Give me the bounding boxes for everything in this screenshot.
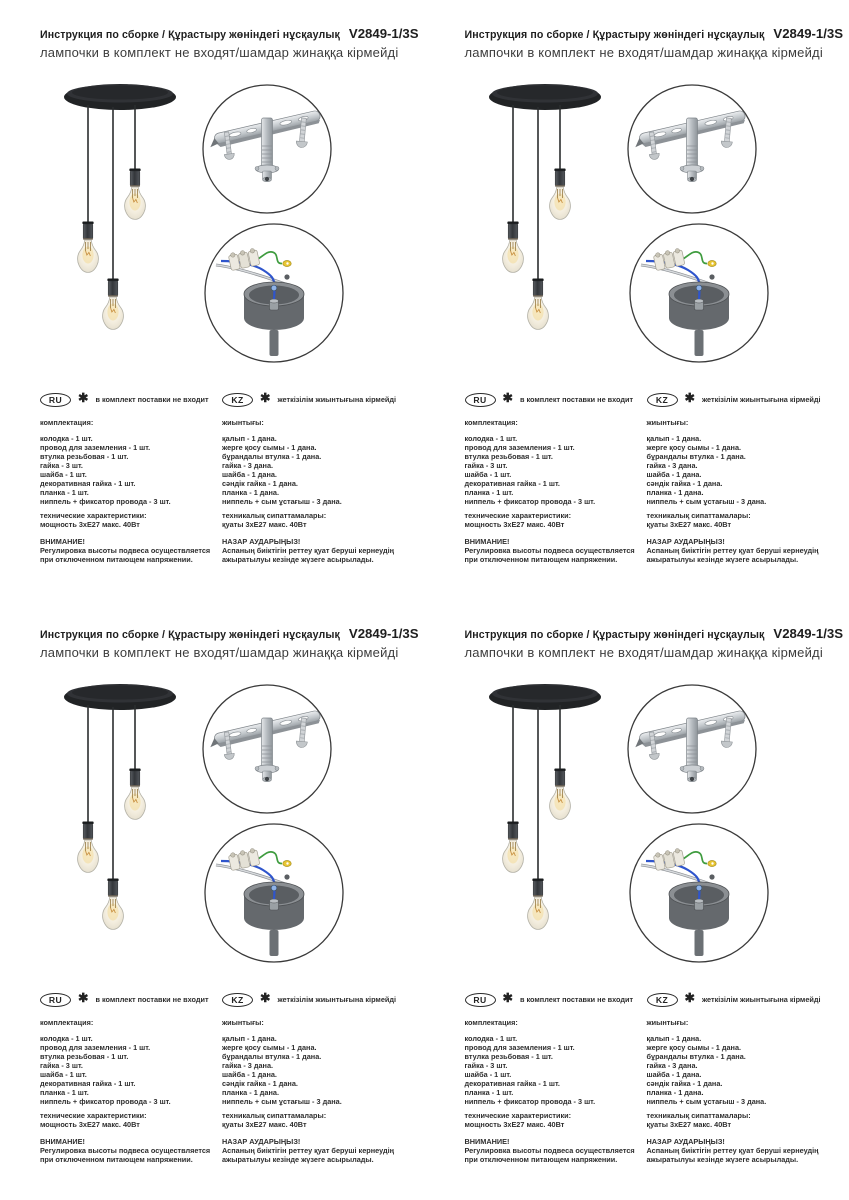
- kz-warning-title: НАЗАР АУДАРЫҢЫЗ!: [222, 1137, 301, 1146]
- ru-tech-value: мощность 3хЕ27 макс. 40Вт: [464, 520, 565, 529]
- terminal-screw: [709, 874, 714, 879]
- spec-columns: [465, 992, 832, 1164]
- page-title: Инструкция по сборке / Құрастыру жөніндегі нұсқаулық: [464, 629, 765, 641]
- list-item: шайба - 1 шт.: [464, 1070, 512, 1079]
- list-item: ниппель + сым ұстағыш - 3 дана.: [222, 1097, 342, 1106]
- ru-list-title: комплектация:: [40, 418, 94, 427]
- ru-badge-row: [40, 992, 222, 1007]
- list-item: бұрандалы втулка - 1 дана.: [222, 1052, 322, 1061]
- pendant-lamp-illustration: [20, 80, 190, 350]
- instruction-panel: [0, 600, 425, 1200]
- ru-warning-text: Регулировка высоты подвеса осуществляется при отключенном питающем напряжении.: [464, 546, 635, 564]
- kz-tech: [647, 1111, 832, 1129]
- page-title: Инструкция по сборке / Құрастыру жөніндегі нұсқаулық: [40, 29, 340, 41]
- ru-tech-title: технические характеристики:: [464, 511, 572, 520]
- instruction-panel: [0, 0, 425, 600]
- ru-badge-row: [465, 392, 647, 407]
- kz-badge: KZ: [647, 393, 678, 407]
- list-item: бұрандалы втулка - 1 дана.: [646, 452, 746, 461]
- model-number: V2849-1/3S: [773, 26, 844, 41]
- list-item: провод для заземления - 1 шт.: [40, 443, 151, 452]
- list-item: қалып - 1 дана.: [222, 1034, 277, 1043]
- list-item: декоративная гайка - 1 шт.: [40, 479, 136, 488]
- ru-tech-title: технические характеристики:: [40, 1111, 147, 1120]
- kz-tech-value: қуаты 3хЕ27 макс. 40Вт: [222, 520, 307, 529]
- wiring-detail-illustration: [203, 222, 345, 371]
- kz-tech-value: қуаты 3хЕ27 макс. 40Вт: [646, 520, 732, 529]
- list-item: планка - 1 дана.: [646, 1088, 704, 1097]
- list-item: колодка - 1 шт.: [40, 434, 93, 443]
- kz-tech: [647, 511, 832, 529]
- ring-terminal: [283, 861, 291, 867]
- model-number: V2849-1/3S: [773, 626, 844, 641]
- kz-column: [222, 992, 407, 1164]
- subtitle: лампочки в комплект не входят/шамдар жинаққа кірмейді: [464, 645, 823, 660]
- bulb-middle: [103, 297, 124, 329]
- list-item: планка - 1 дана.: [646, 488, 704, 497]
- list-item: шайба - 1 шт.: [40, 1070, 87, 1079]
- kz-column: [647, 992, 832, 1164]
- kz-parts-list: [647, 1034, 832, 1106]
- bulb-left: [502, 840, 523, 872]
- ru-warning-text: Регулировка высоты подвеса осуществляется при отключенном питающем напряжении.: [464, 1146, 635, 1164]
- kz-note: жеткізілім жиынтығына кірмейді: [277, 395, 397, 404]
- pendant-lamp-illustration: [445, 680, 615, 950]
- bulb-left: [78, 240, 99, 272]
- kz-note: жеткізілім жиынтығына кірмейді: [277, 995, 397, 1004]
- kz-list-title: жиынтығы:: [222, 1018, 264, 1027]
- wire-clamp: [696, 885, 702, 891]
- kz-warning: [222, 537, 407, 564]
- ru-badge: RU: [40, 393, 71, 407]
- ru-badge-row: [40, 392, 222, 407]
- kz-warning-title: НАЗАР АУДАРЫҢЫЗ!: [222, 537, 301, 546]
- list-item: жерге қосу сымы - 1 дана.: [646, 1043, 742, 1052]
- ru-note: в комплект поставки не входит: [95, 995, 209, 1004]
- pendant-lamp-illustration: [20, 680, 190, 950]
- wire-clamp: [696, 285, 702, 291]
- ru-warning: [40, 1137, 218, 1164]
- spec-columns: [465, 392, 832, 564]
- title-block: [40, 26, 419, 60]
- ru-tech: [465, 1111, 647, 1129]
- ru-parts-list: [40, 1034, 222, 1106]
- list-item: декоративная гайка - 1 шт.: [40, 1079, 136, 1088]
- list-item: қалып - 1 дана.: [646, 434, 702, 443]
- kz-badge: KZ: [222, 393, 253, 407]
- title-block: [464, 26, 844, 60]
- list-item: бұрандалы втулка - 1 дана.: [222, 452, 322, 461]
- kz-note: жеткізілім жиынтығына кірмейді: [701, 395, 821, 404]
- list-item: провод для заземления - 1 шт.: [40, 1043, 151, 1052]
- ru-badge: RU: [465, 393, 496, 407]
- ring-terminal: [283, 261, 291, 267]
- title-block: [40, 626, 419, 660]
- list-item: бұрандалы втулка - 1 дана.: [646, 1052, 746, 1061]
- list-item: сәндік гайка - 1 дана.: [222, 1079, 298, 1088]
- ru-warning: [465, 1137, 643, 1164]
- list-item: гайка - 3 шт.: [40, 461, 83, 470]
- list-item: ниппель + фиксатор провода - 3 шт.: [40, 1097, 171, 1106]
- list-item: втулка резьбовая - 1 шт.: [40, 1052, 129, 1061]
- kz-warning: [222, 1137, 407, 1164]
- ru-column: [40, 392, 222, 564]
- list-item: декоративная гайка - 1 шт.: [464, 1079, 560, 1088]
- kz-warning-title: НАЗАР АУДАРЫҢЫЗ!: [646, 537, 725, 546]
- list-item: втулка резьбовая - 1 шт.: [40, 452, 129, 461]
- list-item: шайба - 1 шт.: [464, 470, 512, 479]
- asterisk-icon: ✱: [260, 391, 271, 406]
- kz-tech: [222, 511, 407, 529]
- list-item: шайба - 1 дана.: [222, 1070, 277, 1079]
- asterisk-icon: ✱: [260, 991, 271, 1006]
- list-item: втулка резьбовая - 1 шт.: [464, 1052, 553, 1061]
- kz-badge-row: [647, 392, 832, 407]
- bulb-middle: [527, 897, 548, 929]
- list-item: колодка - 1 шт.: [464, 1034, 518, 1043]
- list-item: сәндік гайка - 1 дана.: [222, 479, 298, 488]
- ru-tech-value: мощность 3хЕ27 макс. 40Вт: [464, 1120, 565, 1129]
- ring-terminal: [707, 261, 715, 267]
- asterisk-icon: ✱: [684, 991, 695, 1006]
- list-item: колодка - 1 шт.: [464, 434, 518, 443]
- list-item: гайка - 3 шт.: [464, 1061, 508, 1070]
- ru-badge: RU: [40, 993, 71, 1007]
- spec-columns: [40, 392, 407, 564]
- kz-column: [222, 392, 407, 564]
- terminal-screw: [284, 274, 289, 279]
- list-item: планка - 1 дана.: [222, 1088, 279, 1097]
- ru-badge-row: [465, 992, 647, 1007]
- kz-list-title: жиынтығы:: [646, 1018, 689, 1027]
- ru-tech-title: технические характеристики:: [40, 511, 147, 520]
- kz-warning: [647, 1137, 832, 1164]
- list-item: планка - 1 шт.: [40, 488, 89, 497]
- pendant-lamp-illustration: [445, 80, 615, 350]
- model-number: V2849-1/3S: [348, 626, 419, 641]
- ru-column: [465, 992, 647, 1164]
- socket-left: [82, 822, 93, 840]
- list-item: планка - 1 шт.: [40, 1088, 89, 1097]
- kz-note: жеткізілім жиынтығына кірмейді: [701, 995, 821, 1004]
- list-item: сәндік гайка - 1 дана.: [646, 1079, 723, 1088]
- ru-parts-list: [465, 1034, 647, 1106]
- ru-tech: [40, 1111, 222, 1129]
- kz-warning-title: НАЗАР АУДАРЫҢЫЗ!: [646, 1137, 725, 1146]
- list-item: жерге қосу сымы - 1 дана.: [222, 1043, 317, 1052]
- ru-tech: [40, 511, 222, 529]
- ru-warning: [40, 537, 218, 564]
- socket-middle: [107, 879, 118, 897]
- list-item: жерге қосу сымы - 1 дана.: [646, 443, 742, 452]
- socket-left: [507, 822, 518, 840]
- ru-tech-value: мощность 3хЕ27 макс. 40Вт: [40, 1120, 140, 1129]
- list-item: провод для заземления - 1 шт.: [464, 1043, 575, 1052]
- bulb-right: [125, 787, 146, 819]
- kz-badge-row: [222, 992, 407, 1007]
- kz-parts-list: [222, 434, 407, 506]
- asterisk-icon: ✱: [502, 391, 513, 406]
- kz-column: [647, 392, 832, 564]
- ru-badge: RU: [465, 993, 496, 1007]
- kz-tech: [222, 1111, 407, 1129]
- bulb-left: [502, 240, 523, 272]
- kz-badge: KZ: [222, 993, 253, 1007]
- model-number: V2849-1/3S: [348, 26, 419, 41]
- kz-warning: [647, 537, 832, 564]
- kz-warning-text: Аспаның биіктігін реттеу қуат беруші кернеудің ажыратылуы кезінде жүзеге асырылады.: [222, 546, 395, 564]
- list-item: ниппель + сым ұстағыш - 3 дана.: [646, 497, 767, 506]
- ring-terminal: [707, 861, 715, 867]
- terminal-screw: [284, 874, 289, 879]
- kz-badge-row: [222, 392, 407, 407]
- bracket-detail-illustration: [200, 682, 334, 821]
- ru-tech-value: мощность 3хЕ27 макс. 40Вт: [40, 520, 140, 529]
- ru-list-title: комплектация:: [40, 1018, 94, 1027]
- wiring-detail-illustration: [203, 822, 345, 971]
- socket-middle: [107, 279, 118, 297]
- ru-parts-list: [465, 434, 647, 506]
- kz-tech-value: қуаты 3хЕ27 макс. 40Вт: [222, 1120, 307, 1129]
- list-item: гайка - 3 дана.: [222, 1061, 274, 1070]
- list-item: шайба - 1 дана.: [646, 1070, 702, 1079]
- kz-parts-list: [647, 434, 832, 506]
- asterisk-icon: ✱: [78, 391, 89, 406]
- list-item: планка - 1 шт.: [464, 1088, 514, 1097]
- list-item: сәндік гайка - 1 дана.: [646, 479, 723, 488]
- list-item: ниппель + фиксатор провода - 3 шт.: [40, 497, 171, 506]
- ru-warning: [465, 537, 643, 564]
- ru-parts-list: [40, 434, 222, 506]
- ru-tech-title: технические характеристики:: [464, 1111, 572, 1120]
- list-item: планка - 1 шт.: [464, 488, 514, 497]
- bracket-detail-illustration: [625, 682, 759, 821]
- kz-tech-title: техникалық сипаттамалары:: [222, 511, 327, 520]
- terminal-screw: [709, 274, 714, 279]
- bulb-left: [78, 840, 99, 872]
- kz-tech-title: техникалық сипаттамалары:: [646, 1111, 751, 1120]
- kz-warning-text: Аспаның биіктігін реттеу қуат беруші кернеудің ажыратылуы кезінде жүзеге асырылады.: [646, 546, 819, 564]
- list-item: шайба - 1 шт.: [40, 470, 87, 479]
- ru-warning-title: ВНИМАНИЕ!: [40, 1137, 85, 1146]
- list-item: шайба - 1 дана.: [222, 470, 277, 479]
- socket-left: [507, 222, 518, 240]
- subtitle: лампочки в комплект не входят/шамдар жинаққа кірмейді: [464, 45, 823, 60]
- list-item: планка - 1 дана.: [222, 488, 279, 497]
- title-block: [464, 626, 844, 660]
- list-item: гайка - 3 дана.: [222, 461, 274, 470]
- wire-clamp: [271, 285, 277, 291]
- ru-note: в комплект поставки не входит: [519, 395, 634, 404]
- ru-note: в комплект поставки не входит: [95, 395, 209, 404]
- list-item: шайба - 1 дана.: [646, 470, 702, 479]
- ru-column: [40, 992, 222, 1164]
- list-item: жерге қосу сымы - 1 дана.: [222, 443, 317, 452]
- asterisk-icon: ✱: [684, 391, 695, 406]
- list-item: колодка - 1 шт.: [40, 1034, 93, 1043]
- ru-warning-text: Регулировка высоты подвеса осуществляется при отключенном питающем напряжении.: [40, 546, 211, 564]
- ru-note: в комплект поставки не входит: [519, 995, 634, 1004]
- socket-right: [129, 769, 140, 787]
- asterisk-icon: ✱: [78, 991, 89, 1006]
- ru-warning-title: ВНИМАНИЕ!: [464, 537, 510, 546]
- spec-columns: [40, 992, 407, 1164]
- bulb-right: [549, 787, 570, 819]
- ru-warning-title: ВНИМАНИЕ!: [40, 537, 85, 546]
- list-item: декоративная гайка - 1 шт.: [464, 479, 560, 488]
- socket-right: [554, 769, 565, 787]
- kz-warning-text: Аспаның биіктігін реттеу қуат беруші кернеудің ажыратылуы кезінде жүзеге асырылады.: [222, 1146, 395, 1164]
- kz-list-title: жиынтығы:: [222, 418, 264, 427]
- asterisk-icon: ✱: [502, 991, 513, 1006]
- list-item: втулка резьбовая - 1 шт.: [464, 452, 553, 461]
- kz-badge-row: [647, 992, 832, 1007]
- list-item: ниппель + фиксатор провода - 3 шт.: [464, 1097, 596, 1106]
- bulb-right: [549, 187, 570, 219]
- list-item: ниппель + фиксатор провода - 3 шт.: [464, 497, 596, 506]
- bracket-detail-illustration: [625, 82, 759, 221]
- list-item: ниппель + сым ұстағыш - 3 дана.: [646, 1097, 767, 1106]
- list-item: провод для заземления - 1 шт.: [464, 443, 575, 452]
- kz-parts-list: [222, 1034, 407, 1106]
- socket-left: [82, 222, 93, 240]
- instruction-panel: [425, 0, 849, 600]
- bulb-middle: [527, 297, 548, 329]
- socket-right: [129, 169, 140, 187]
- page-title: Инструкция по сборке / Құрастыру жөніндегі нұсқаулық: [40, 629, 340, 641]
- list-item: қалып - 1 дана.: [646, 1034, 702, 1043]
- ru-tech: [465, 511, 647, 529]
- kz-tech-title: техникалық сипаттамалары:: [222, 1111, 327, 1120]
- socket-middle: [532, 879, 543, 897]
- ru-column: [465, 392, 647, 564]
- bracket-detail-illustration: [200, 82, 334, 221]
- bulb-middle: [103, 897, 124, 929]
- wiring-detail-illustration: [628, 822, 770, 971]
- page-title: Инструкция по сборке / Құрастыру жөніндегі нұсқаулық: [464, 29, 765, 41]
- list-item: қалып - 1 дана.: [222, 434, 277, 443]
- kz-warning-text: Аспаның биіктігін реттеу қуат беруші кернеудің ажыратылуы кезінде жүзеге асырылады.: [646, 1146, 819, 1164]
- subtitle: лампочки в комплект не входят/шамдар жинаққа кірмейді: [40, 45, 399, 60]
- list-item: гайка - 3 дана.: [646, 1061, 698, 1070]
- bulb-right: [125, 187, 146, 219]
- ru-warning-text: Регулировка высоты подвеса осуществляется при отключенном питающем напряжении.: [40, 1146, 211, 1164]
- ru-list-title: комплектация:: [464, 418, 518, 427]
- wiring-detail-illustration: [628, 222, 770, 371]
- kz-list-title: жиынтығы:: [646, 418, 689, 427]
- kz-tech-value: қуаты 3хЕ27 макс. 40Вт: [646, 1120, 732, 1129]
- subtitle: лампочки в комплект не входят/шамдар жинаққа кірмейді: [40, 645, 399, 660]
- list-item: гайка - 3 шт.: [464, 461, 508, 470]
- ru-warning-title: ВНИМАНИЕ!: [464, 1137, 510, 1146]
- wire-clamp: [271, 885, 277, 891]
- socket-middle: [532, 279, 543, 297]
- socket-right: [554, 169, 565, 187]
- list-item: ниппель + сым ұстағыш - 3 дана.: [222, 497, 342, 506]
- list-item: гайка - 3 дана.: [646, 461, 698, 470]
- list-item: гайка - 3 шт.: [40, 1061, 83, 1070]
- ru-list-title: комплектация:: [464, 1018, 518, 1027]
- kz-tech-title: техникалық сипаттамалары:: [646, 511, 751, 520]
- instruction-panel: [425, 600, 849, 1200]
- kz-badge: KZ: [647, 993, 678, 1007]
